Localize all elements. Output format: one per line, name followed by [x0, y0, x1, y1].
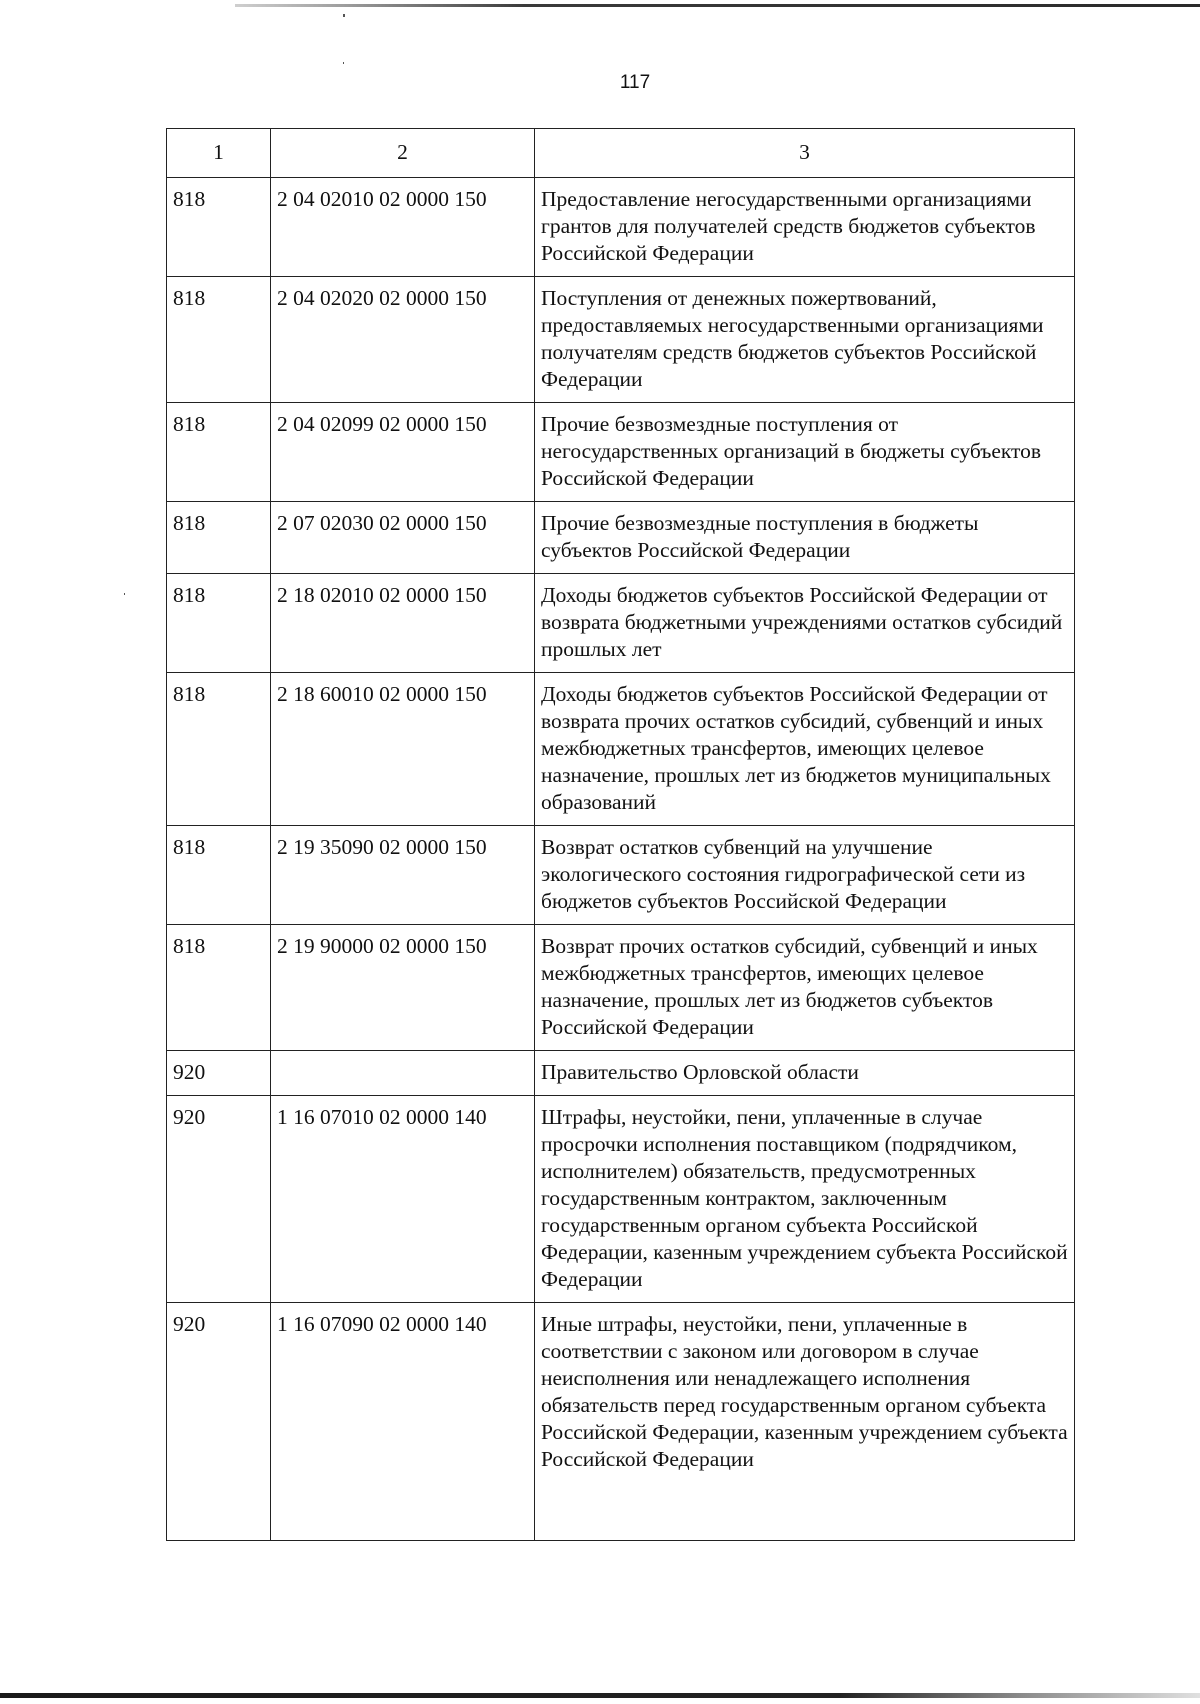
admin-code-cell: 920: [167, 1096, 271, 1303]
admin-code-cell: 818: [167, 178, 271, 277]
table-row: [167, 178, 1075, 277]
revenue-code-cell: 2 18 60010 02 0000 150: [271, 673, 535, 826]
scan-speck: [343, 14, 345, 17]
description-cell: Возврат прочих остатков субсидий, субвенций и иных межбюджетных трансфертов, имеющих целевое назначение, прошлых лет из бюджетов субъектов Российской Федерации: [535, 925, 1075, 1051]
table-row: [167, 502, 1075, 574]
admin-code-cell: 818: [167, 673, 271, 826]
column-header-2: 2: [271, 129, 535, 178]
column-header-3: 3: [535, 129, 1075, 178]
table-row: [167, 277, 1075, 403]
revenue-code-cell: [271, 1051, 535, 1096]
description-cell: Прочие безвозмездные поступления в бюджеты субъектов Российской Федерации: [535, 502, 1075, 574]
description-cell: Поступления от денежных пожертвований, предоставляемых негосударственными организациями получателям средств бюджетов субъектов Российской Федерации: [535, 277, 1075, 403]
table-row: [167, 1303, 1075, 1541]
table-row: [167, 925, 1075, 1051]
table-header-row: [167, 129, 1075, 178]
revenue-code-cell: 2 18 02010 02 0000 150: [271, 574, 535, 673]
table-row: [167, 1051, 1075, 1096]
description-cell: Правительство Орловской области: [535, 1051, 1075, 1096]
description-cell: Предоставление негосударственными организациями грантов для получателей средств бюджетов субъектов Российской Федерации: [535, 178, 1075, 277]
revenue-code-cell: 1 16 07010 02 0000 140: [271, 1096, 535, 1303]
revenue-code-cell: 1 16 07090 02 0000 140: [271, 1303, 535, 1541]
admin-code-cell: 818: [167, 925, 271, 1051]
description-cell: Доходы бюджетов субъектов Российской Федерации от возврата прочих остатков субсидий, субвенций и иных межбюджетных трансфертов, имеющих целевое назначение, прошлых лет из бюджетов муниципальных образований: [535, 673, 1075, 826]
revenue-code-cell: 2 07 02030 02 0000 150: [271, 502, 535, 574]
admin-code-cell: 920: [167, 1303, 271, 1541]
scan-edge-top: [235, 4, 1200, 7]
description-cell: Иные штрафы, неустойки, пени, уплаченные в соответствии с законом или договором в случае неисполнения или ненадлежащего исполнения обязательств перед государственным органом субъекта Российской Федерации, казенным учреждением субъекта Российской Федерации: [535, 1303, 1075, 1541]
scan-speck: [124, 593, 125, 595]
description-cell: Прочие безвозмездные поступления от негосударственных организаций в бюджеты субъектов Российской Федерации: [535, 403, 1075, 502]
table-row: [167, 826, 1075, 925]
description-cell: Возврат остатков субвенций на улучшение экологического состояния гидрографической сети из бюджетов субъектов Российской Федерации: [535, 826, 1075, 925]
admin-code-cell: 818: [167, 502, 271, 574]
page-number: 117: [619, 72, 651, 93]
codes-table: [166, 128, 1075, 1541]
revenue-code-cell: 2 19 90000 02 0000 150: [271, 925, 535, 1051]
description-cell: Доходы бюджетов субъектов Российской Федерации от возврата бюджетными учреждениями остатков субсидий прошлых лет: [535, 574, 1075, 673]
revenue-code-cell: 2 04 02010 02 0000 150: [271, 178, 535, 277]
scan-speck: [343, 62, 344, 64]
column-header-1: 1: [167, 129, 271, 178]
admin-code-cell: 920: [167, 1051, 271, 1096]
admin-code-cell: 818: [167, 574, 271, 673]
table-row: [167, 574, 1075, 673]
revenue-code-cell: 2 04 02020 02 0000 150: [271, 277, 535, 403]
admin-code-cell: 818: [167, 277, 271, 403]
admin-code-cell: 818: [167, 403, 271, 502]
description-cell: Штрафы, неустойки, пени, уплаченные в случае просрочки исполнения поставщиком (подрядчиком, исполнителем) обязательств, предусмотренных государственным контрактом, заключенным государственным органом субъекта Российской Федерации, казенным учреждением субъекта Российской Федерации: [535, 1096, 1075, 1303]
revenue-code-cell: 2 04 02099 02 0000 150: [271, 403, 535, 502]
table-row: [167, 1096, 1075, 1303]
admin-code-cell: 818: [167, 826, 271, 925]
revenue-code-cell: 2 19 35090 02 0000 150: [271, 826, 535, 925]
table-row: [167, 673, 1075, 826]
table-row: [167, 403, 1075, 502]
scan-edge-bottom: [0, 1693, 1200, 1698]
